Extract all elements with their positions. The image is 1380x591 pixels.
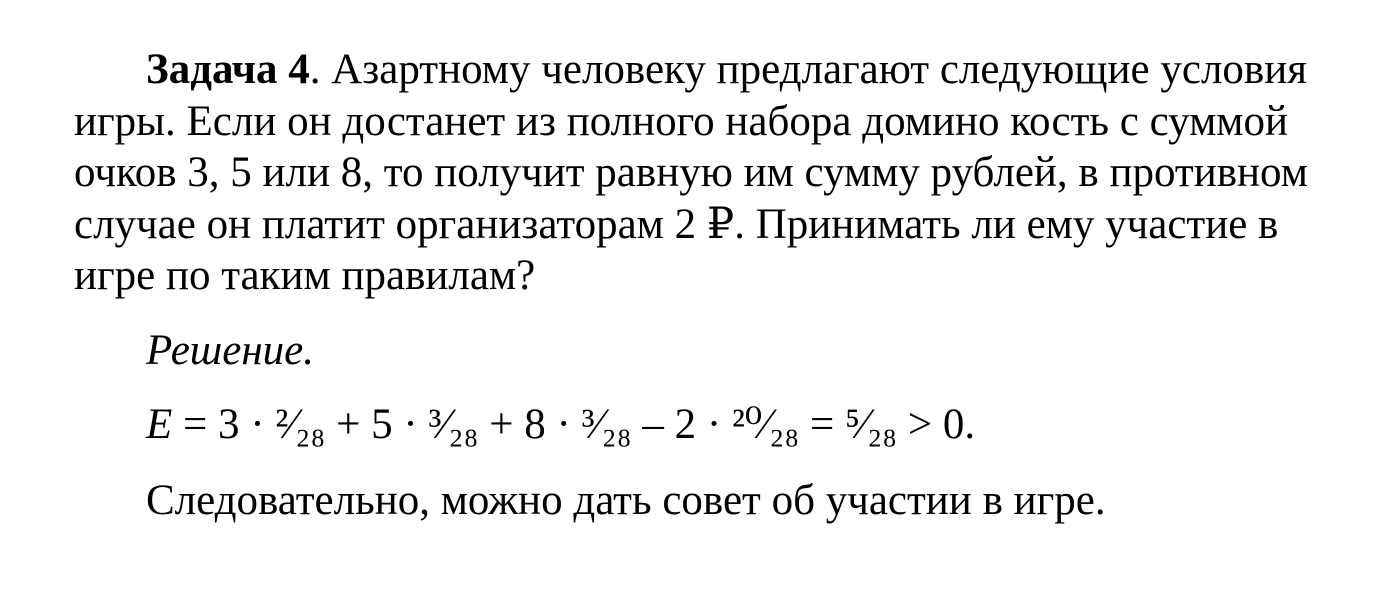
solution-conclusion: Следовательно, можно дать совет об участии в игре. xyxy=(146,476,1106,524)
problem-statement xyxy=(74,44,1314,302)
formula-expression: = 3 · ²⁄₂₈ + 5 · ³⁄₂₈ + 8 · ³⁄₂₈ – 2 · ²⁰⁄₂₈ = ⁵⁄₂₈ > 0. xyxy=(172,401,976,448)
expected-value-formula xyxy=(146,399,1314,451)
problem-label: Задача 4 xyxy=(146,46,310,93)
solution-heading: Решение. xyxy=(146,326,315,374)
formula-variable: E xyxy=(146,401,173,448)
document-page xyxy=(74,44,1314,526)
problem-text: . Азартному человеку предлагают следующие условия игры. Если он достанет из полного набора домино кость с суммой очков 3, 5 или 8, то получит равную им сумму рублей, в противном случае он платит организаторам 2 ₽. Принимать ли ему участие в игре по таким правилам? xyxy=(74,46,1308,299)
